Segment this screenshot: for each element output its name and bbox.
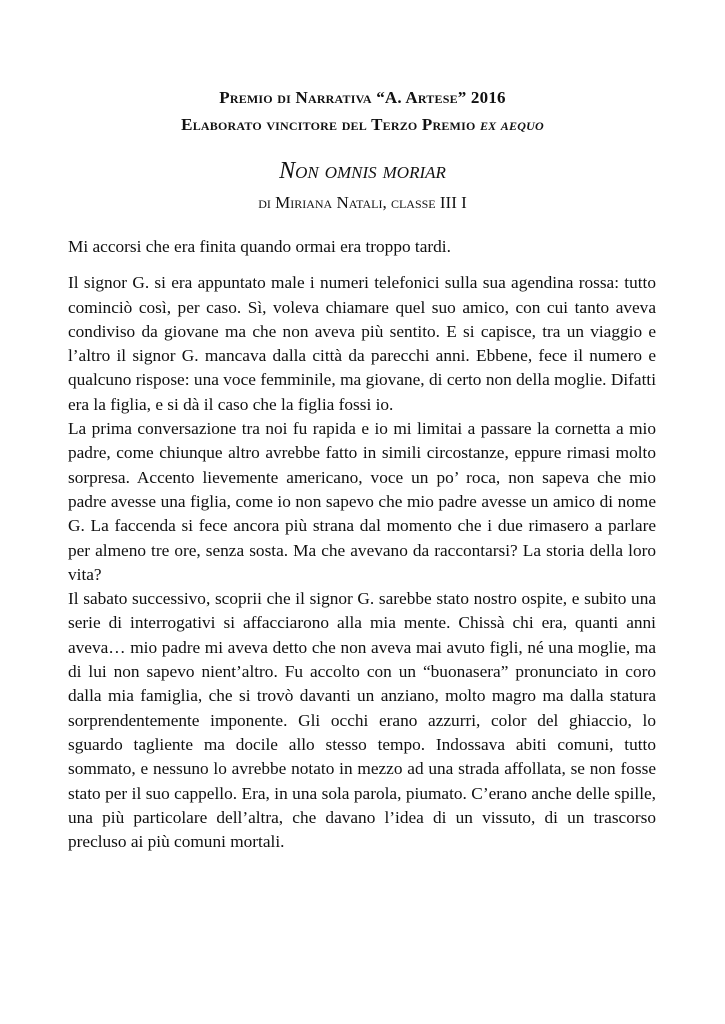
award-heading (0, 115, 725, 135)
paragraph: Il sabato successivo, scoprii che il signor G. sarebbe stato nostro ospite, e subito una serie di interrogativi si affacciarono alla mia mente. Chissà chi era, quanti anni aveva… mio padre mi aveva detto che non aveva mai avuto figli, né una moglie, ma di lui non sapevo nient’altro. Fu accolto con un “buonasera” pronunciato in coro dalla mia famiglia, che si trovò davanti un anziano, molto magro ma dalla statura sorprendentemente imponente. Gli occhi erano azzurri, color del ghiaccio, lo sguardo tagliente ma docile allo stesso tempo. Indossava abiti comuni, tutto sommato, e nessuno lo avrebbe notato in mezzo ad una strada affollata, se non fosse stato per il suo cappello. Era, in una sola parola, piumato. C’erano anche delle spille, una più particolare dell’altra, che davano l’idea di un vissuto, di un trascorso precluso ai più comuni mortali. (68, 589, 656, 852)
competition-heading: Premio di Narrativa “A. Artese” 2016 (219, 88, 506, 107)
story-author: di Miriana Natali, classe III I (258, 193, 467, 212)
paragraph-opening: Mi accorsi che era finita quando ormai era troppo tardi. (68, 237, 451, 256)
story-body (68, 235, 656, 854)
award-heading-italic: ex aequo (479, 115, 544, 134)
paragraph: La prima conversazione tra noi fu rapida e io mi limitai a passare la cornetta a mio padre, come chiunque altro avrebbe fatto in simili circostanze, eppure rimasi molto sorpresa. Accento lievemente americano, voce un po’ roca, non sapeva che mio padre avesse una figlia, come io non sapevo che mio padre avesse un amico di nome G. La faccenda si fece ancora più strana dal momento che i due rimasero a parlare per almeno tre ore, senza sosta. Ma che avevano da raccontarsi? La storia della loro vita? (68, 419, 656, 584)
award-heading-main: Elaborato vincitore del Terzo Premio (181, 115, 476, 134)
story-title: Non omnis moriar (279, 158, 446, 184)
paragraph: Il signor G. si era appuntato male i numeri telefonici sulla sua agendina rossa: tutto cominciò così, per caso. Sì, voleva chiamare quel suo amico, con cui tanto aveva condiviso da giovane ma che non aveva più sentito. E si capisce, tra un viaggio e l’altro il signor G. mancava dalla città da parecchi anni. Ebbene, fece il numero e qualcuno rispose: una voce femminile, ma giovane, di certo non della moglie. Difatti era la figlia, e si dà il caso che la figlia fossi io. (68, 273, 656, 414)
